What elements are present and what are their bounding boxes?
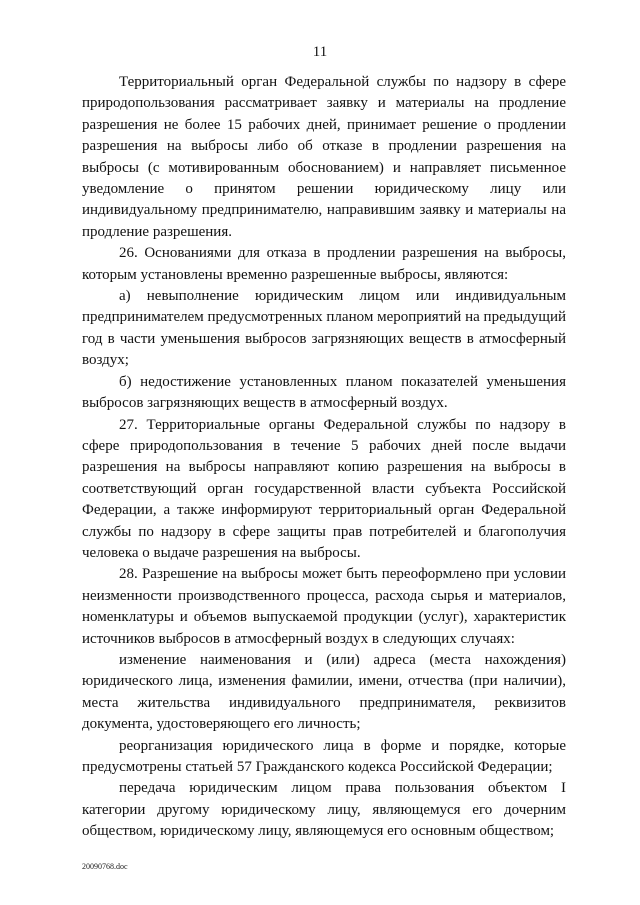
paragraph-28-reorganization: реорганизация юридического лица в форме и порядке, которые предусмотрены статьей 57 Гражданского кодекса Российской Федерации; bbox=[82, 737, 566, 775]
paragraph-26-refusal-grounds: 26. Основаниями для отказа в продлении разрешения на выбросы, которым установлены временно разрешенные выбросы, являются: bbox=[82, 245, 566, 283]
document-body bbox=[82, 72, 566, 843]
paragraph-27-copy-sending: 27. Территориальные органы Федеральной службы по надзору в сфере природопользования в течение 5 рабочих дней после выдачи разрешения на выбросы направляют копию разрешения на выбросы в соответствующий орган государственной власти субъекта Российской Федерации, а также информируют территориальный орган Федеральной службы по надзору в сфере защиты прав потребителей и благополучия человека о выдаче разрешения на выбросы. bbox=[82, 416, 566, 561]
paragraph-26-item-a: а) невыполнение юридическим лицом или индивидуальным предпринимателем предусмотренных планом мероприятий на предыдущий год в части уменьшения выбросов загрязняющих веществ в атмосферный воздух; bbox=[82, 288, 566, 369]
paragraph-28-rights-transfer: передача юридическим лицом права пользования объектом I категории другому юридическому лицу, являющемуся его дочерним обществом, юридическому лицу, являющемуся его основным обществом; bbox=[82, 780, 566, 840]
paragraph-26-item-b: б) недостижение установленных планом показателей уменьшения выбросов загрязняющих веществ в атмосферный воздух. bbox=[82, 373, 566, 412]
paragraph-28-name-address-change: изменение наименования и (или) адреса (места нахождения) юридического лица, изменения фамилии, имени, отчества (при наличии), места жительства индивидуального предпринимателя, реквизитов документа, удостоверяющего его личность; bbox=[82, 651, 566, 733]
paragraph-28-reissue-conditions: 28. Разрешение на выбросы может быть переоформлено при условии неизменности производственного процесса, расхода сырья и материалов, номенклатуры и объемов выпускаемой продукции (услуг), характеристик источников выбросов в атмосферный воздух в следующих случаях: bbox=[82, 566, 566, 647]
paragraph-review-application: Территориальный орган Федеральной службы по надзору в сфере природопользования рассматривает заявку и материалы на продление разрешения не более 15 рабочих дней, принимает решение о продлении разрешения на выбросы либо об отказе в продлении разрешения на выбросы (с мотивированным обоснованием) и направляет письменное уведомление о принятом решении юридическому лицу или индивидуальному предпринимателю, направившим заявку и материалы на продление разрешения. bbox=[82, 74, 566, 240]
page-number: 11 bbox=[312, 44, 328, 60]
footer-filename: 20090768.doc bbox=[82, 862, 128, 871]
